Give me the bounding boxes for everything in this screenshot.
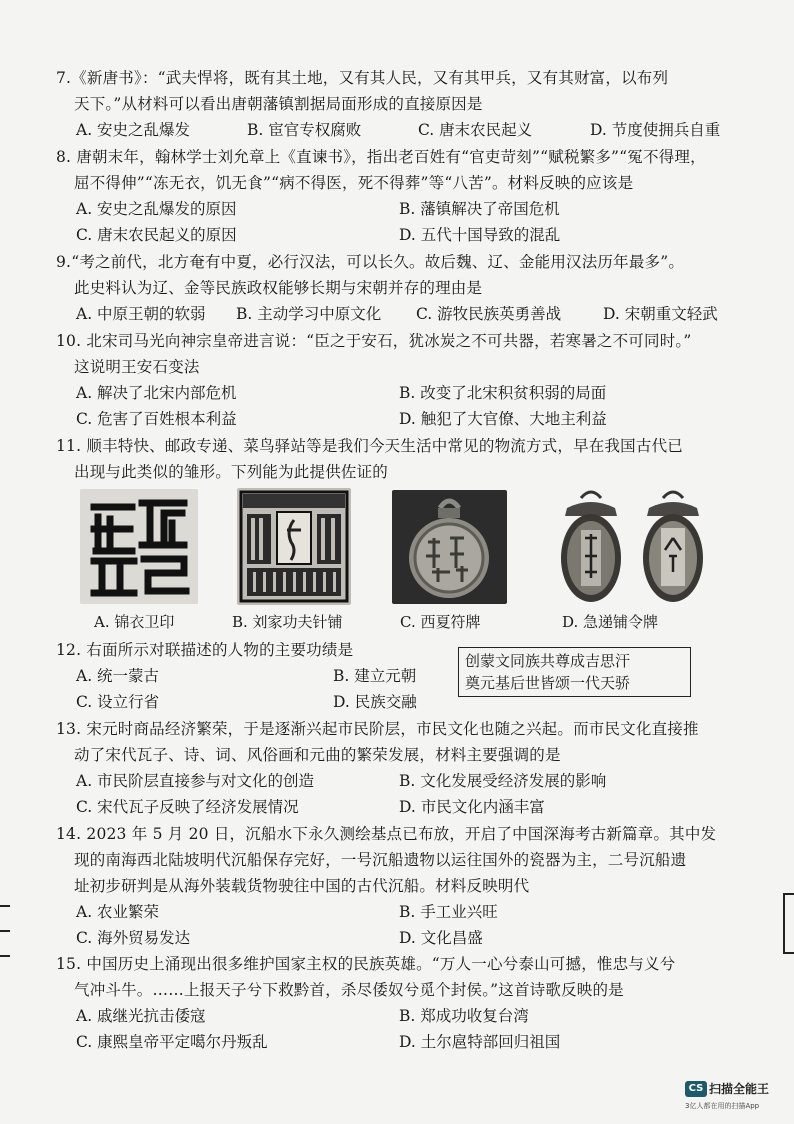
q15-stem-line1: 15. 中国历史上涌现出很多维护国家主权的民族英雄。“万人一心兮泰山可撼，惟忠与义兮 [56, 955, 676, 973]
q12-stem: 12. 右面所示对联描述的人物的主要功绩是 [56, 641, 354, 659]
xixia-tablet-image [392, 490, 507, 604]
q7-stem-line1: 7.《新唐书》：“武夫悍将，既有其土地，又有其人民，又有其甲兵，又有其财富，以布列 [56, 69, 669, 87]
binding-line [783, 952, 794, 954]
q9-option-a: A. 中原王朝的软弱 [76, 305, 206, 323]
binding-line [0, 955, 10, 957]
q13-option-a: A. 市民阶层直接参与对文化的创造 [76, 772, 315, 790]
image-d-caption: D. 急递铺令牌 [562, 613, 659, 631]
binding-line [0, 930, 10, 932]
q13-option-d: D. 市民文化内涵丰富 [399, 798, 545, 816]
q14-option-b: B. 手工业兴旺 [399, 903, 498, 921]
image-a-caption: A. 锦衣卫印 [94, 613, 175, 631]
q10-option-a: A. 解决了北宋内部危机 [76, 384, 237, 402]
q7-stem-line2: 天下。”从材料可以看出唐朝藩镇割据局面形成的直接原因是 [74, 95, 483, 113]
q13-stem-line1: 13. 宋元时商品经济繁荣，于是逐渐兴起市民阶层，市民文化也随之兴起。而市民文化直接推 [56, 720, 699, 738]
q7-option-c: C. 唐末农民起义 [418, 121, 533, 139]
q8-stem-line1: 8. 唐朝末年，翰林学士刘允章上《直谏书》，指出老百姓有“官吏苛刻”“赋税繁多”“冤不得理， [56, 148, 706, 166]
q9-option-b: B. 主动学习中原文化 [236, 305, 382, 323]
q9-stem-line2: 此史料认为辽、金等民族政权能够长期与宋朝并存的理由是 [74, 279, 483, 297]
q10-option-c: C. 危害了百姓根本利益 [76, 410, 237, 428]
q15-stem-line2: 气冲斗牛。……上报天子兮下救黔首，杀尽倭奴兮觅个封侯。”这首诗歌反映的是 [74, 981, 624, 999]
q8-option-c: C. 唐末农民起义的原因 [76, 226, 237, 244]
q12-option-a: A. 统一蒙古 [76, 667, 160, 685]
image-b-caption: B. 刘家功夫针铺 [232, 613, 343, 631]
q7-option-d: D. 节度使拥兵自重 [590, 121, 721, 139]
scanner-brand: 扫描全能王 [709, 1082, 770, 1096]
q13-option-c: C. 宋代瓦子反映了经济发展情况 [76, 798, 299, 816]
q14-stem-line1: 14. 2023 年 5 月 20 日，沉船水下永久测绘基点已布放，开启了中国深海考古新篇章。其中发 [56, 825, 717, 843]
q11-stem-line2: 出现与此类似的雏形。下列能为此提供佐证的 [74, 463, 389, 481]
q7-option-b: B. 宦官专权腐败 [247, 121, 362, 139]
q14-stem-line3: 址初步研判是从海外装载货物驶往中国的古代沉船。材料反映明代 [74, 877, 530, 895]
q7-option-a: A. 安史之乱爆发 [76, 121, 191, 139]
binding-line [0, 905, 10, 907]
q14-option-d: D. 文化昌盛 [399, 929, 483, 947]
printing-plate-image [237, 488, 351, 605]
q8-option-d: D. 五代十国导致的混乱 [399, 226, 561, 244]
scanner-logo-icon: CS [685, 1081, 707, 1097]
q13-stem-line2: 动了宋代瓦子、诗、词、风俗画和元曲的繁荣发展，材料主要强调的是 [74, 746, 561, 764]
q10-option-d: D. 触犯了大官僚、大地主利益 [399, 410, 607, 428]
q10-option-b: B. 改变了北宋积贫积弱的局面 [399, 384, 607, 402]
couplet-line-1: 创蒙文同族共尊成吉思汗 [465, 652, 631, 670]
q10-stem-line2: 这说明王安石变法 [74, 358, 200, 376]
q8-option-a: A. 安史之乱爆发的原因 [76, 200, 237, 218]
q15-option-c: C. 康熙皇帝平定噶尔丹叛乱 [76, 1033, 268, 1051]
binding-line [783, 893, 785, 953]
q10-stem-line1: 10. 北宋司马光向神宗皇帝进言说：“臣之于安石，犹冰炭之不可共器，若寒暑之不可同时。” [56, 332, 692, 350]
q15-option-b: B. 郑成功收复台湾 [399, 1007, 529, 1025]
q8-option-b: B. 藩镇解决了帝国危机 [399, 200, 560, 218]
q8-stem-line2: 屈不得伸”“冻无衣，饥无食”“病不得医，死不得葬”等“八苦”。材料反映的应该是 [74, 174, 634, 192]
couplet-box [458, 647, 691, 697]
q9-stem-line1: 9.“考之前代，北方奄有中夏，必行汉法，可以长久。故后魏、辽、金能用汉法历年最多”。 [56, 253, 685, 271]
q9-option-c: C. 游牧民族英勇善战 [416, 305, 562, 323]
q15-option-d: D. 土尔扈特部回归祖国 [399, 1033, 561, 1051]
scanner-tagline: 3亿人都在用的扫描App [685, 1102, 760, 1110]
q11-stem-line1: 11. 顺丰特快、邮政专递、菜鸟驿站等是我们今天生活中常见的物流方式，早在我国古代已 [56, 437, 683, 455]
q14-stem-line2: 现的南海西北陆坡明代沉船保存完好，一号沉船遗物以运往国外的瓷器为主，二号沉船遗 [74, 851, 687, 869]
courier-token-image [545, 486, 721, 606]
q14-option-a: A. 农业繁荣 [76, 903, 160, 921]
binding-line [783, 893, 794, 895]
q12-option-b: B. 建立元朝 [333, 667, 417, 685]
q12-option-d: D. 民族交融 [333, 693, 417, 711]
couplet-line-2: 奠元基后世皆颂一代天骄 [465, 674, 631, 692]
q14-option-c: C. 海外贸易发达 [76, 929, 191, 947]
seal-image [80, 489, 198, 604]
image-c-caption: C. 西夏符牌 [400, 613, 481, 631]
q15-option-a: A. 戚继光抗击倭寇 [76, 1007, 206, 1025]
q9-option-d: D. 宋朝重文轻武 [603, 305, 718, 323]
q13-option-b: B. 文化发展受经济发展的影响 [399, 772, 607, 790]
q12-option-c: C. 设立行省 [76, 693, 160, 711]
